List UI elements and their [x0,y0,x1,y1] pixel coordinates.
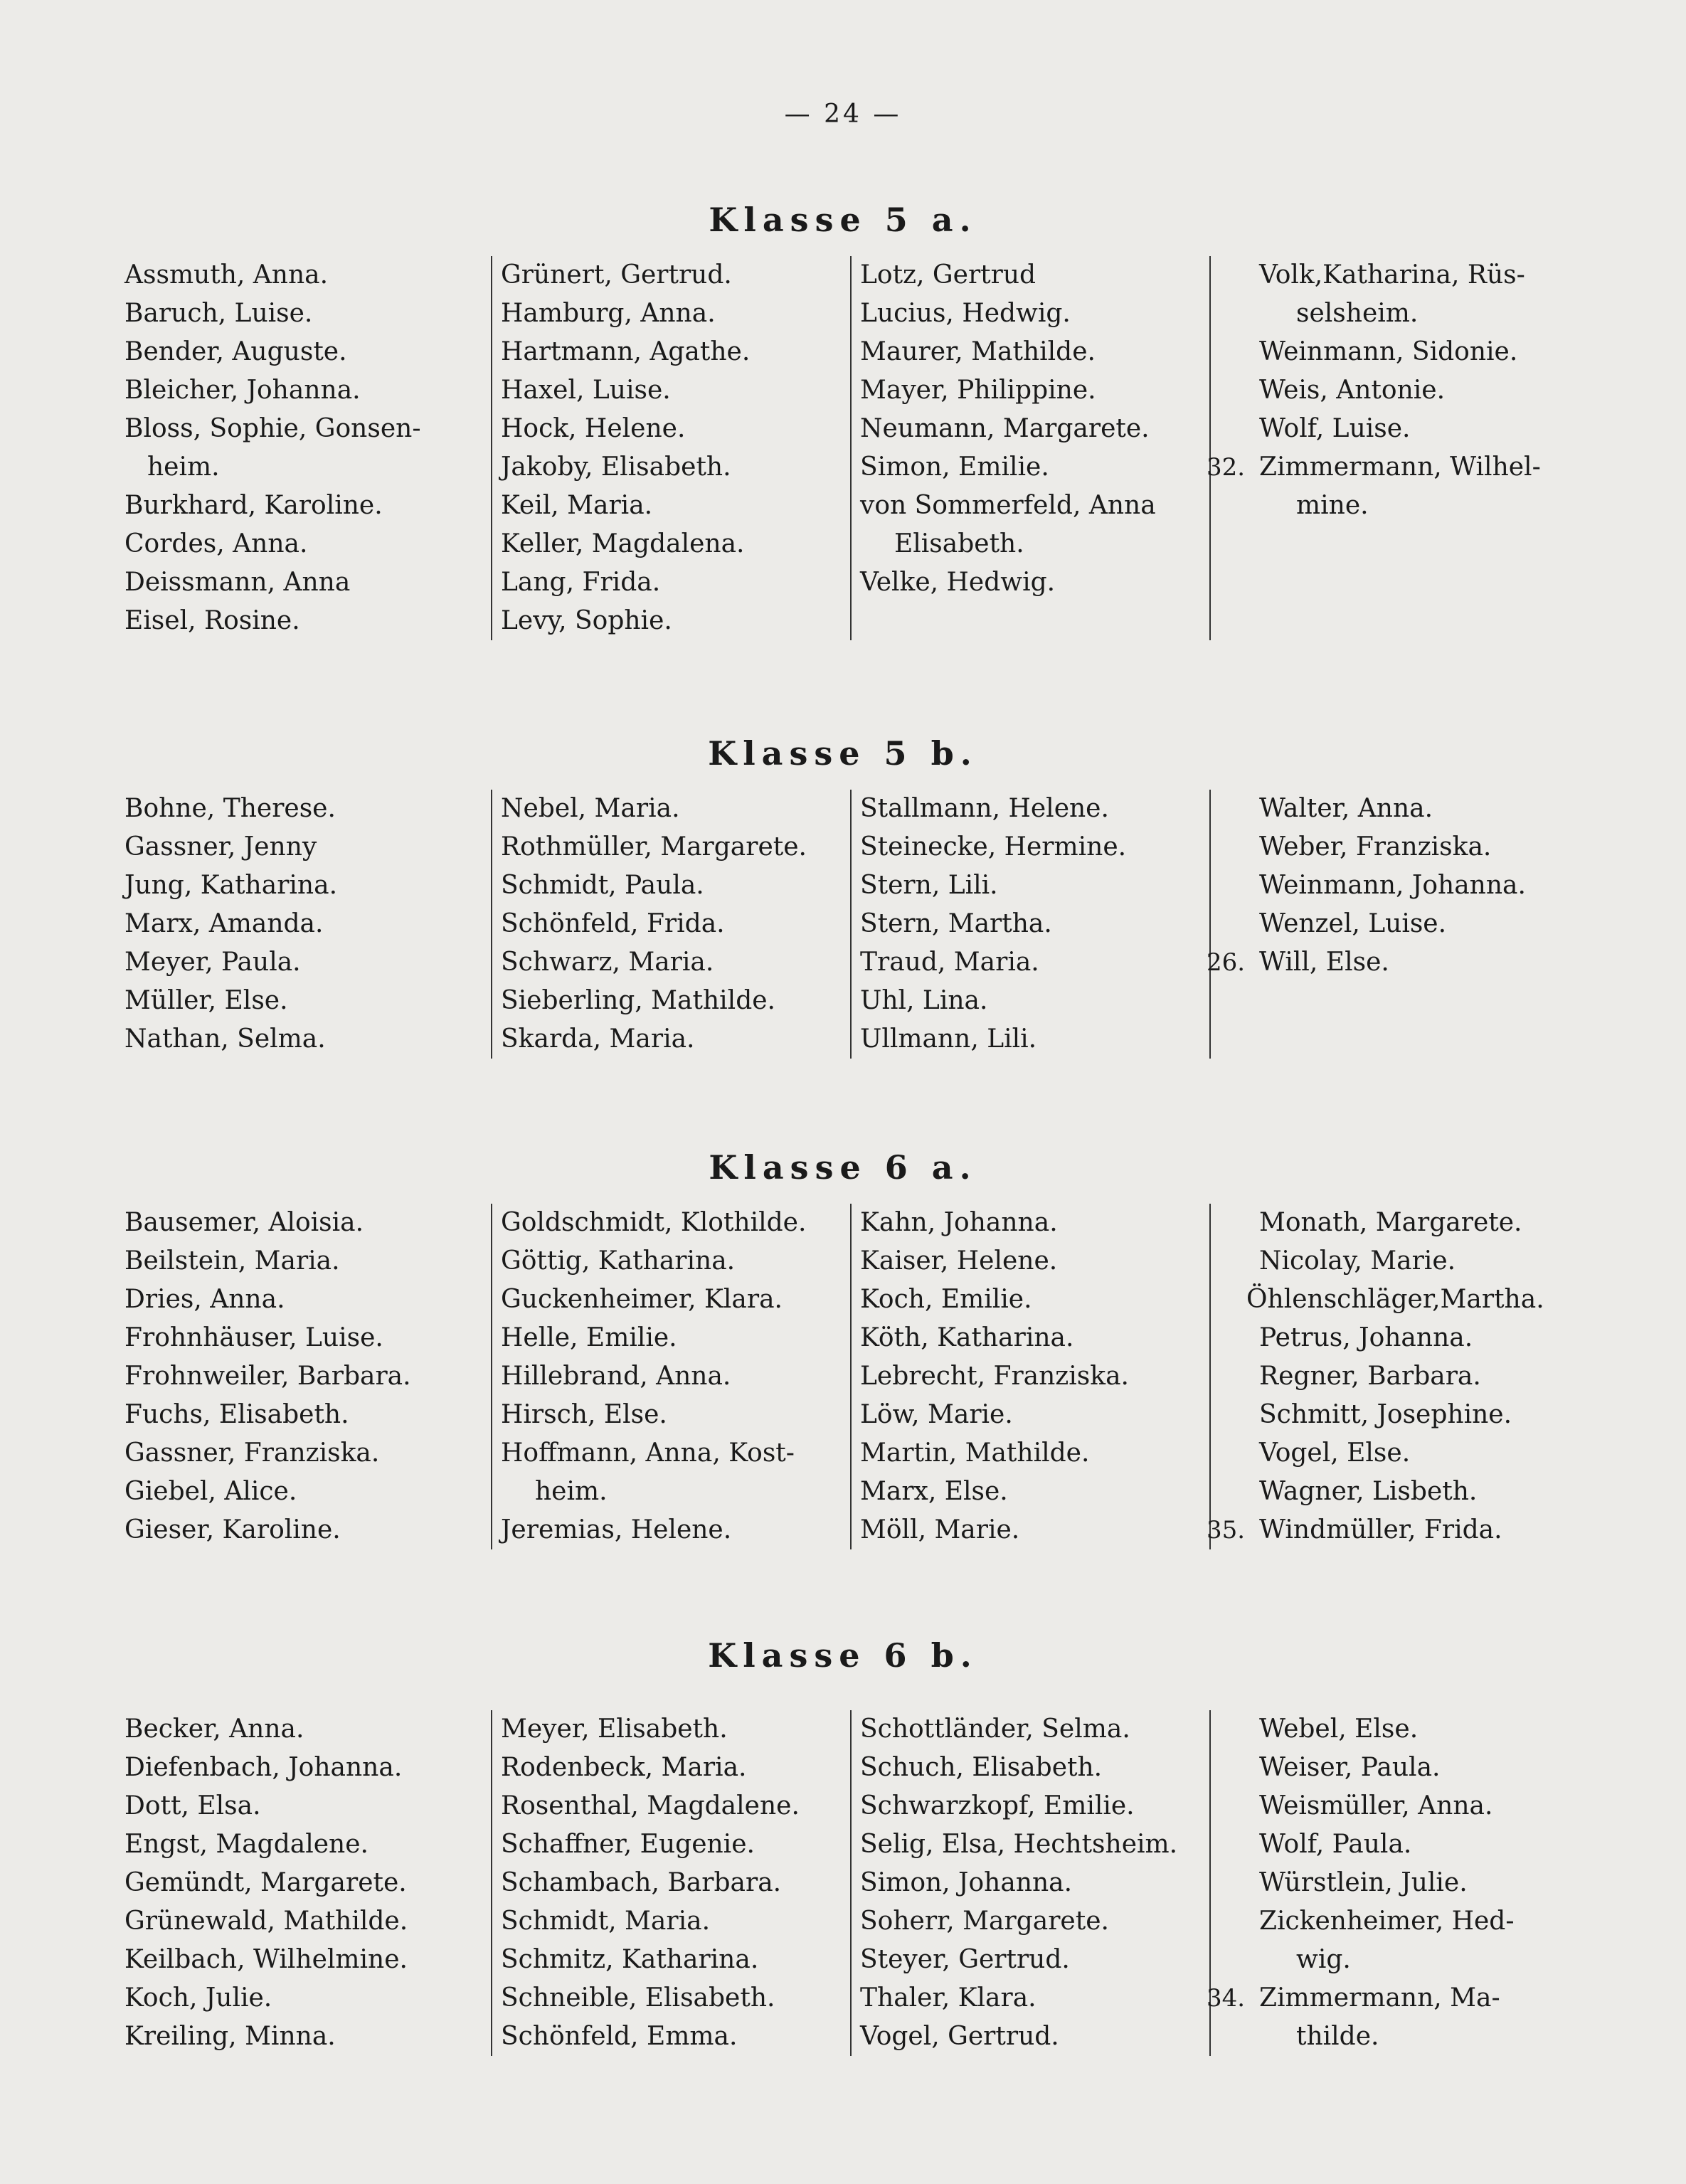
section-title: Klasse 6 b. [708,1636,978,1675]
name-column-2 [491,1710,841,2056]
student-entry: Stallmann, Helene. [860,794,1109,823]
section-klasse-5b [0,734,1686,1090]
student-entry: Wagner, Lisbeth. [1259,1477,1478,1506]
student-entry: Schneible, Elisabeth. [501,1983,775,2013]
student-entry-continuation: mine. [1296,491,1369,520]
student-entry: Bender, Auguste. [124,337,347,366]
student-entry: Marx, Else. [860,1477,1008,1506]
student-entry: Soherr, Margarete. [860,1907,1109,1936]
student-entry: Velke, Hedwig. [860,568,1056,597]
section-klasse-6a [0,1148,1686,1575]
student-entry-continuation: wig. [1296,1945,1351,1974]
student-entry: Wolf, Luise. [1259,414,1411,443]
student-entry: Hillebrand, Anna. [501,1362,731,1391]
class-count: 26. [1207,948,1246,977]
student-entry [1207,943,1581,982]
student-entry: Weiser, Paula. [1259,1753,1441,1782]
student-entry: Burkhard, Karoline. [124,491,383,520]
student-entry: Gassner, Jenny [124,832,317,862]
student-entry: Stern, Lili. [860,871,998,900]
student-entry: Hamburg, Anna. [501,299,716,328]
student-entry-continuation: selsheim. [1296,299,1419,328]
section-title: Klasse 5 a. [709,201,977,239]
student-entry: Schwarzkopf, Emilie. [860,1791,1135,1820]
student-entry: Bloss, Sophie, Gonsen- [124,414,421,443]
section-title: Klasse 5 b. [708,734,978,773]
student-entry: Göttig, Katharina. [501,1246,736,1276]
student-entry: Schwarz, Maria. [501,948,714,977]
student-entry: Schmitz, Katharina. [501,1945,759,1974]
student-entry: Köth, Katharina. [860,1323,1074,1352]
student-entry: Haxel, Luise. [501,376,671,405]
student-entry: Koch, Julie. [124,1983,272,2013]
student-entry: Gassner, Franziska. [124,1438,380,1468]
student-entry: Skarda, Maria. [501,1024,695,1054]
student-entry: Lebrecht, Franziska. [860,1362,1129,1391]
student-entry: Hirsch, Else. [501,1400,667,1429]
student-entry: Bleicher, Johanna. [124,376,361,405]
student-entry: Assmuth, Anna. [124,260,329,290]
page-number: — 24 — [784,100,902,129]
class-count: 35. [1207,1516,1246,1544]
student-entry: Jakoby, Elisabeth. [501,452,731,482]
class-count: 32. [1207,453,1246,482]
name-column-4 [1209,1710,1581,2056]
student-entry: Uhl, Lina. [860,986,988,1015]
student-entry: Stern, Martha. [860,909,1052,938]
student-entry: Keil, Maria. [501,491,653,520]
student-entry: Grünert, Gertrud. [501,260,732,290]
student-entry: Rodenbeck, Maria. [501,1753,747,1782]
student-entry: Kaiser, Helene. [860,1246,1058,1276]
student-entry: Dott, Elsa. [124,1791,261,1820]
student-entry: Frohnweiler, Barbara. [124,1362,411,1391]
student-entry: Meyer, Paula. [124,948,301,977]
student-entry: Lang, Frida. [501,568,661,597]
student-entry: Schuch, Elisabeth. [860,1753,1103,1782]
student-entry: Jeremias, Helene. [501,1515,732,1544]
student-entry: Beilstein, Maria. [124,1246,340,1276]
student-entry: Kahn, Johanna. [860,1208,1058,1237]
student-entry: Cordes, Anna. [124,529,308,558]
student-name: Zimmermann, Ma- [1259,1983,1500,2013]
student-entry: Becker, Anna. [124,1714,304,1744]
student-entry: Schmidt, Maria. [501,1907,711,1936]
name-column-1 [124,1204,480,1549]
student-entry: Helle, Emilie. [501,1323,677,1352]
student-entry: Lotz, Gertrud [860,260,1036,290]
student-entry: Zickenheimer, Hed- [1259,1907,1515,1936]
name-column-2 [491,790,841,1059]
student-entry: Schmitt, Josephine. [1259,1400,1512,1429]
student-entry: von Sommerfeld, Anna [860,491,1156,520]
name-column-4 [1209,1204,1581,1549]
student-entry: Nebel, Maria. [501,794,680,823]
student-entry: Gieser, Karoline. [124,1515,341,1544]
student-entry: Keilbach, Wilhelmine. [124,1945,408,1974]
name-column-4 [1209,790,1581,1059]
student-entry: Schmidt, Paula. [501,871,704,900]
student-entry: Schönfeld, Emma. [501,2022,738,2051]
student-entry: Schönfeld, Frida. [501,909,725,938]
name-column-3 [850,256,1200,640]
student-entry: Martin, Mathilde. [860,1438,1090,1468]
student-entry: Thaler, Klara. [860,1983,1036,2013]
student-entry: Webel, Else. [1259,1714,1419,1744]
student-entry: Steyer, Gertrud. [860,1945,1070,1974]
student-entry: Regner, Barbara. [1259,1362,1481,1391]
student-entry: Weis, Antonie. [1259,376,1446,405]
student-entry: Weismüller, Anna. [1259,1791,1493,1820]
student-entry [1207,448,1581,487]
student-entry: Deissmann, Anna [124,568,351,597]
student-entry: Engst, Magdalene. [124,1830,369,1859]
student-entry: Simon, Johanna. [860,1868,1073,1897]
student-entry: Volk,Katharina, Rüs- [1259,260,1525,290]
student-entry [1207,1979,1581,2018]
student-entry: Frohnhäuser, Luise. [124,1323,383,1352]
student-entry: Jung, Katharina. [124,871,338,900]
student-entry: Goldschmidt, Klothilde. [501,1208,807,1237]
student-entry: Petrus, Johanna. [1259,1323,1473,1352]
name-column-2 [491,256,841,640]
student-entry: Dries, Anna. [124,1285,285,1314]
student-entry: Marx, Amanda. [124,909,324,938]
student-entry: Guckenheimer, Klara. [501,1285,783,1314]
student-entry-continuation: heim. [535,1477,608,1506]
student-entry: Baruch, Luise. [124,299,313,328]
student-entry: Wolf, Paula. [1259,1830,1412,1859]
name-column-1 [124,790,480,1059]
student-entry: Vogel, Else. [1259,1438,1411,1468]
student-entry: Eisel, Rosine. [124,606,300,635]
student-entry: Fuchs, Elisabeth. [124,1400,349,1429]
student-entry: Möll, Marie. [860,1515,1020,1544]
student-entry: Ullmann, Lili. [860,1024,1037,1054]
student-entry-continuation: heim. [147,452,220,482]
student-name: Windmüller, Frida. [1259,1515,1502,1544]
student-entry [1207,1511,1581,1549]
student-entry: Maurer, Mathilde. [860,337,1096,366]
student-entry: Giebel, Alice. [124,1477,297,1506]
student-entry: Hock, Helene. [501,414,686,443]
section-klasse-5a [0,201,1686,670]
student-entry: Levy, Sophie. [501,606,672,635]
student-entry: Gemündt, Margarete. [124,1868,407,1897]
name-column-3 [850,1204,1200,1549]
student-entry: Steinecke, Hermine. [860,832,1127,862]
student-entry: Müller, Else. [124,986,288,1015]
student-entry: Lucius, Hedwig. [860,299,1071,328]
section-title: Klasse 6 a. [709,1148,977,1187]
student-entry: Monath, Margarete. [1259,1208,1522,1237]
student-name: Will, Else. [1259,948,1389,977]
student-entry: Neumann, Margarete. [860,414,1150,443]
name-column-3 [850,790,1200,1059]
name-column-2 [491,1204,841,1549]
student-entry: Mayer, Philippine. [860,376,1096,405]
student-entry: Schaffner, Eugenie. [501,1830,755,1859]
name-column-3 [850,1710,1200,2056]
student-entry: Rothmüller, Margarete. [501,832,807,862]
student-entry: Simon, Emilie. [860,452,1049,482]
student-entry: Weber, Franziska. [1259,832,1492,862]
student-entry: Rosenthal, Magdalene. [501,1791,800,1820]
name-column-4 [1209,256,1581,640]
student-entry: Keller, Magdalena. [501,529,745,558]
student-entry-continuation: thilde. [1296,2022,1379,2051]
student-entry: Hoffmann, Anna, Kost- [501,1438,795,1468]
student-entry: Nathan, Selma. [124,1024,326,1054]
student-entry: Nicolay, Marie. [1259,1246,1456,1276]
section-klasse-6b [0,1636,1686,2077]
student-entry: Traud, Maria. [860,948,1039,977]
student-entry: Selig, Elsa, Hechtsheim. [860,1830,1178,1859]
student-entry: Schambach, Barbara. [501,1868,782,1897]
student-entry: Öhlenschläger,Martha. [1246,1285,1544,1314]
student-entry: Grünewald, Mathilde. [124,1907,408,1936]
student-entry: Koch, Emilie. [860,1285,1032,1314]
student-entry: Meyer, Elisabeth. [501,1714,728,1744]
class-count: 34. [1207,1984,1246,2013]
name-column-1 [124,256,480,640]
student-entry: Weinmann, Johanna. [1259,871,1526,900]
student-entry: Sieberling, Mathilde. [501,986,775,1015]
student-entry: Hartmann, Agathe. [501,337,751,366]
student-entry: Bohne, Therese. [124,794,336,823]
student-entry: Wenzel, Luise. [1259,909,1447,938]
student-entry: Kreiling, Minna. [124,2022,336,2051]
student-entry: Vogel, Gertrud. [860,2022,1059,2051]
student-entry: Walter, Anna. [1259,794,1433,823]
student-entry: Löw, Marie. [860,1400,1013,1429]
student-entry-continuation: Elisabeth. [894,529,1024,558]
student-entry: Diefenbach, Johanna. [124,1753,403,1782]
name-column-1 [124,1710,480,2056]
student-entry: Bausemer, Aloisia. [124,1208,364,1237]
student-entry: Weinmann, Sidonie. [1259,337,1518,366]
student-entry: Würstlein, Julie. [1259,1868,1468,1897]
student-entry: Schottländer, Selma. [860,1714,1130,1744]
student-name: Zimmermann, Wilhel- [1259,452,1541,482]
